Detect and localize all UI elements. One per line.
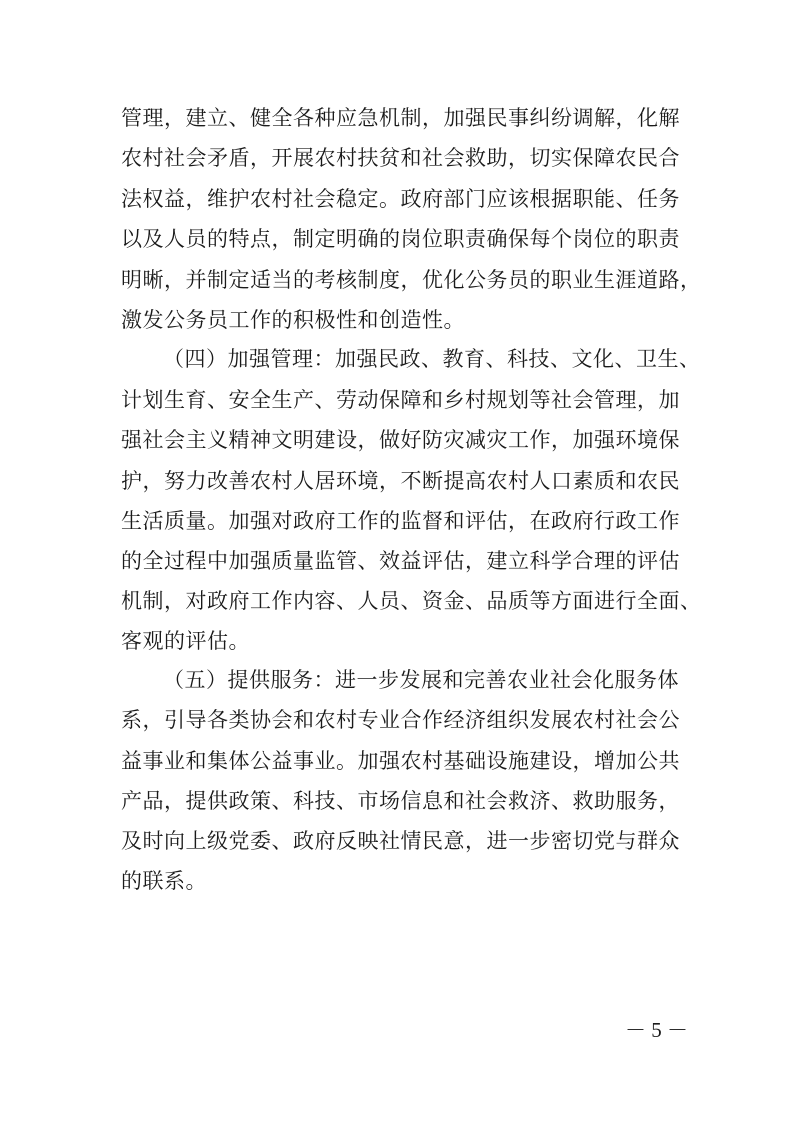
paragraph-1-line-4: 以及人员的特点，制定明确的岗位职责确保每个岗位的职责 bbox=[121, 227, 680, 251]
paragraph-1-line-6: 激发公务员工作的积极性和创造性。 bbox=[121, 308, 465, 332]
paragraph-2-line-2: 计划生育、安全生产、劳动保障和乡村规划等社会管理，加 bbox=[121, 388, 680, 412]
paragraph-3-line-5: 及时向上级党委、政府反映社情民意，进一步密切党与群众 bbox=[121, 829, 680, 853]
paragraph-2-line-7: 机制，对政府工作内容、人员、资金、品质等方面进行全面、 bbox=[121, 589, 702, 613]
paragraph-2-line-3: 强社会主义精神文明建设，做好防灾减灾工作，加强环境保 bbox=[121, 428, 680, 452]
paragraph-2-line-5: 生活质量。加强对政府工作的监督和评估，在政府行政工作 bbox=[121, 509, 680, 533]
paragraph-2-line-4: 护，努力改善农村人居环境，不断提高农村人口素质和农民 bbox=[121, 469, 680, 493]
paragraph-3-line-3: 益事业和集体公益事业。加强农村基础设施建设，增加公共 bbox=[121, 749, 680, 773]
paragraph-1-line-2: 农村社会矛盾，开展农村扶贫和社会救助，切实保障农民合 bbox=[121, 146, 680, 170]
paragraph-3-line-1: （五）提供服务：进一步发展和完善农业社会化服务体 bbox=[163, 668, 679, 692]
paragraph-2-line-6: 的全过程中加强质量监管、效益评估，建立科学合理的评估 bbox=[121, 549, 680, 573]
paragraph-3-line-6: 的联系。 bbox=[121, 869, 207, 893]
paragraph-2-line-8: 客观的评估。 bbox=[121, 629, 250, 653]
page-number: － 5 － bbox=[625, 1018, 688, 1042]
paragraph-1-line-5: 明晰，并制定适当的考核制度，优化公务员的职业生涯道路， bbox=[121, 268, 702, 292]
paragraph-1-line-3: 法权益，维护农村社会稳定。政府部门应该根据职能、任务 bbox=[121, 187, 680, 211]
paragraph-1-line-1: 管理，建立、健全各种应急机制，加强民事纠纷调解，化解 bbox=[121, 106, 680, 130]
paragraph-2-line-1: （四）加强管理：加强民政、教育、科技、文化、卫生、 bbox=[163, 347, 701, 371]
paragraph-3-line-2: 系，引导各类协会和农村专业合作经济组织发展农村社会公 bbox=[121, 708, 680, 732]
paragraph-3-line-4: 产品，提供政策、科技、市场信息和社会救济、救助服务， bbox=[121, 789, 680, 813]
